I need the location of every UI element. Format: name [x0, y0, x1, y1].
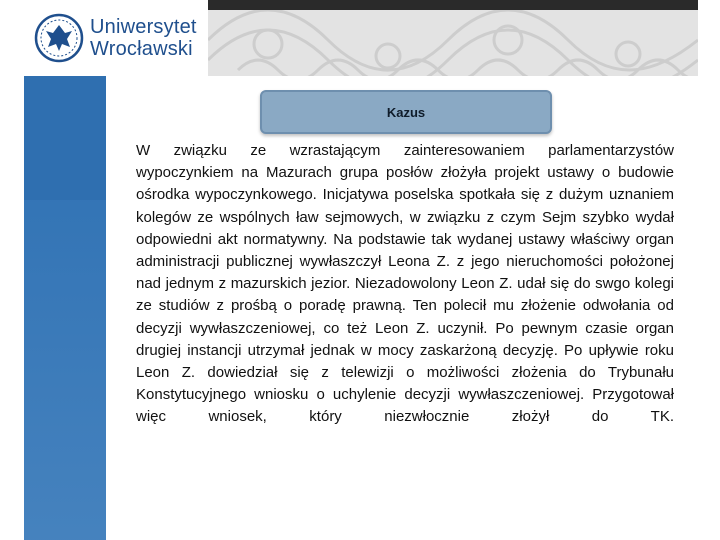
slide-title: Kazus [386, 104, 426, 120]
slide-content [106, 76, 698, 540]
university-seal-icon [34, 13, 84, 63]
header-decoration [208, 10, 698, 76]
left-sidebar-gradient [24, 200, 106, 540]
logo-text-line2: Wrocławski [90, 38, 193, 60]
top-dark-band [208, 0, 698, 10]
case-text: W związku ze wzrastającym zainteresowaniem parlamentarzystów wypoczynkiem na Mazurach grupa posłów złożyła projekt ustawy o budowie ośrodka wypoczynkowego. Inicjatywa poselska spotkała się z dużym uznaniem kolegów ze wspólnych ław sejmowych, w związku z czym Sejm szybko wydał odpowiedni akt normatywny. Na podstawie tak wydanej ustawy właściwy organ administracji publicznej wywłaszczył Leona Z. z jego nieruchomości położonej nad jednym z mazurskich jezior. Niezadowolony Leon Z. udał się do swgo kolegi ze studiów z prośbą o poradę prawną. Ten polecił mu złożenie odwołania od decyzji wywłaszczeniowej, co też Leon Z. uczynił. Po pewnym czasie organ drugiej instancji utrzymał jednak w mocy zaskarżoną decyzję. Po upływie roku Leon Z. dowiedział się z telewizji o możliwości złożenia do Trybunału Konstytucyjnego wniosku o uchylenie decyzji wywłaszczeniowej. Przygotował więc wniosek, który niezwłocznie złożył do TK. [136, 142, 674, 426]
logo-text-line1: Uniwersytet [90, 16, 197, 38]
university-logo [24, 0, 208, 76]
wave-pattern-icon [208, 10, 698, 76]
slide-title-box [260, 90, 552, 134]
